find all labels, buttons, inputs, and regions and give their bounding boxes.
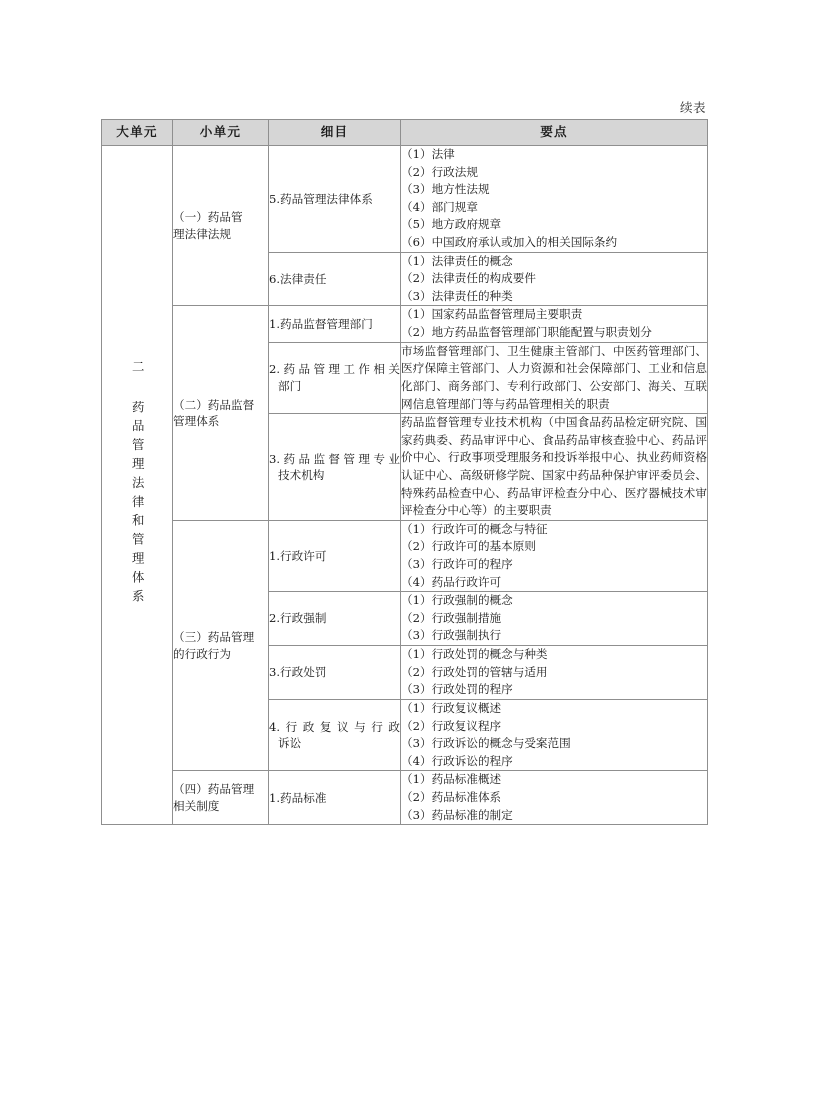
point-item: （1）行政复议概述 [401,700,502,715]
points-list [401,253,707,306]
points-paragraph: 药品监督管理专业技术机构（中国食品药品检定研究院、国家药典委、药品审评中心、食品药品审核查验中心、药品评价中心、行政事项受理服务和投诉举报中心、执业药师资格认证中心、高级研修学院、国家中药品种保护审评委员会、特殊药品检查中心、药品审评检查分中心、医疗器械技术审评检查分中心等）的主要职责 [401,415,707,518]
point-item: （3）行政诉讼的概念与受案范围 [401,736,571,751]
point-item: （2）法律责任的构成要件 [401,271,536,286]
detail-label-line1: 4.行政复议与行政 [269,719,400,734]
detail-label-line2: 诉讼 [278,736,302,751]
detail-label-line1: 3.药品监督管理专业 [269,451,400,466]
detail-label: 3.行政处罚 [269,665,327,680]
point-item: （3）地方性法规 [401,182,490,197]
point-item: （1）法律 [401,147,455,161]
point-item: （1）药品标准概述 [401,772,502,787]
detail-cell [269,699,401,770]
points-list [401,592,707,645]
header-row [102,120,708,146]
detail-label-line1: 2.药品管理工作相关 [269,362,400,377]
points-list [401,700,707,770]
column-header-points: 要点 [401,120,708,146]
detail-cell [269,342,401,413]
point-item: （1）行政处罚的概念与种类 [401,647,548,662]
subunit-label-line2: 相关制度 [173,798,220,813]
point-item: （2）药品标准体系 [401,789,502,804]
points-cell [401,306,708,342]
point-item: （3）行政强制执行 [401,628,502,643]
detail-cell [269,252,401,306]
subunit-cell [173,146,269,306]
point-item: （3）药品标准的制定 [401,807,513,822]
table-row [102,520,708,591]
points-list [401,306,707,341]
table-row [102,306,708,342]
point-item: （3）行政处罚的程序 [401,682,513,697]
point-item: （1）行政强制的概念 [401,593,513,608]
point-item: （2）地方药品监督管理部门职能配置与职责划分 [401,325,652,340]
detail-label: 1.药品监督管理部门 [269,316,373,331]
point-item: （2）行政复议程序 [401,718,502,733]
continued-table-label: 续表 [679,100,706,115]
unit-vertical-text: 二 药品管理法律和管理体系 [130,359,146,609]
column-header-unit: 大单元 [102,120,173,146]
point-item: （3）行政许可的程序 [401,557,513,572]
table-header [102,120,708,146]
detail-label: 1.行政许可 [269,548,327,563]
detail-cell [269,592,401,646]
detail-label-line2: 技术机构 [278,467,325,482]
point-item: （2）行政强制措施 [401,610,502,625]
detail-label-line2: 部门 [278,378,302,393]
column-header-subunit: 小单元 [173,120,269,146]
syllabus-table [101,119,708,825]
subunit-label-line1: （一）药品管 [173,210,243,225]
points-cell [401,520,708,591]
subunit-cell [173,520,269,771]
detail-cell [269,306,401,342]
detail-label: 2.行政强制 [269,611,327,626]
subunit-label-line1: （四）药品管理 [173,782,255,797]
point-item: （2）行政处罚的管辖与适用 [401,664,548,679]
subunit-label-line1: （三）药品管理 [173,630,255,645]
points-cell [401,414,708,521]
detail-label: 5.药品管理法律体系 [269,191,373,206]
point-item: （1）法律责任的概念 [401,253,513,268]
detail-cell [269,146,401,253]
subunit-label-line1: （二）药品监督 [173,397,255,412]
points-cell [401,252,708,306]
subunit-label-line2: 理法律法规 [173,226,231,241]
subunit-label-line2: 管理体系 [173,414,220,429]
point-item: （3）法律责任的种类 [401,288,513,303]
table-row [102,771,708,825]
point-item: （4）部门规章 [401,199,478,214]
points-cell [401,342,708,413]
points-list [401,646,707,699]
table-row [102,146,708,253]
points-cell [401,146,708,253]
detail-cell [269,520,401,591]
subunit-label-line2: 的行政行为 [173,646,231,661]
point-item: （2）行政法规 [401,164,478,179]
detail-cell [269,414,401,521]
points-cell [401,699,708,770]
subunit-cell [173,306,269,520]
points-cell [401,646,708,700]
points-cell [401,592,708,646]
unit-cell [102,146,173,825]
subunit-cell [173,771,269,825]
detail-label: 1.药品标准 [269,790,327,805]
point-item: （4）行政诉讼的程序 [401,753,513,768]
point-item: （1）行政许可的概念与特征 [401,521,548,536]
column-header-detail: 细目 [269,120,401,146]
detail-cell [269,646,401,700]
point-item: （5）地方政府规章 [401,217,502,232]
detail-label: 6.法律责任 [269,271,327,286]
detail-cell [269,771,401,825]
point-item: （6）中国政府承认或加入的相关国际条约 [401,235,618,250]
point-item: （4）药品行政许可 [401,574,502,589]
points-cell [401,771,708,825]
points-list [401,521,707,591]
table-body [102,146,708,825]
point-item: （1）国家药品监督管理局主要职责 [401,307,583,322]
points-list [401,146,707,252]
points-paragraph: 市场监督管理部门、卫生健康主管部门、中医药管理部门、医疗保障主管部门、人力资源和社会保障部门、工业和信息化部门、商务部门、专利行政部门、公安部门、海关、互联网信息管理部门等与药品管理相关的职责 [401,343,707,411]
points-list [401,771,707,824]
point-item: （2）行政许可的基本原则 [401,539,536,554]
